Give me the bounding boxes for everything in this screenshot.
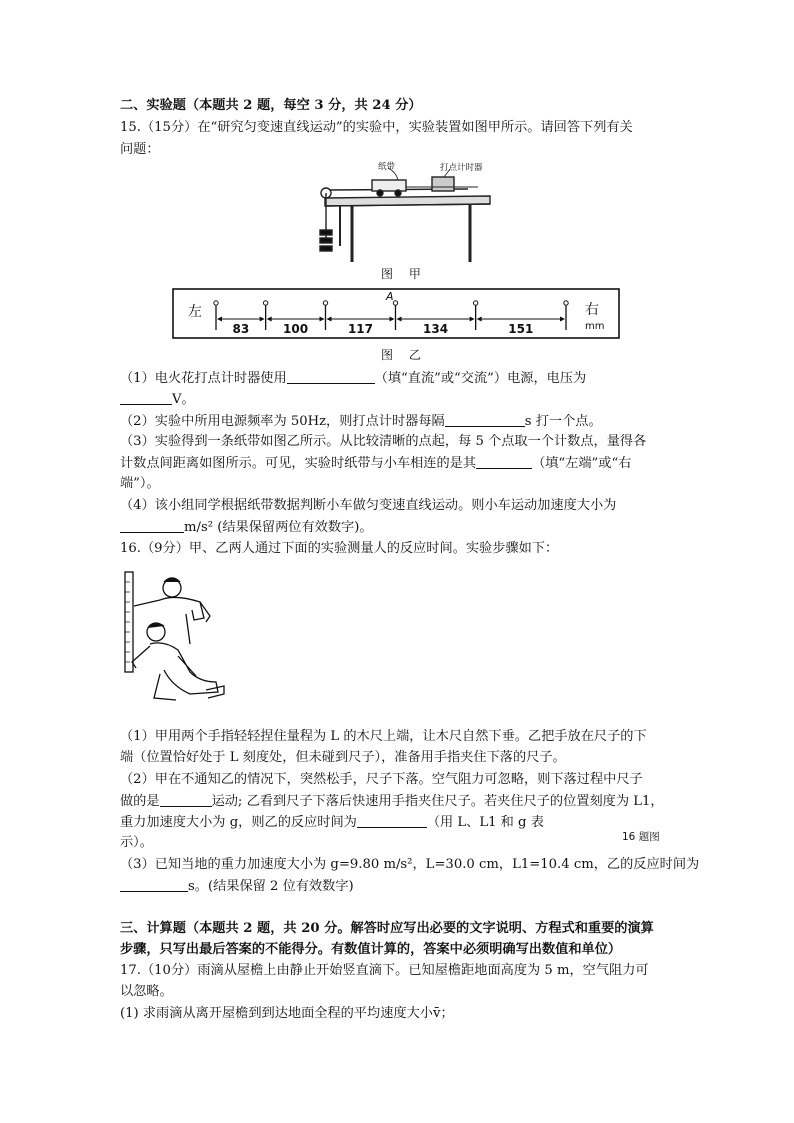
- q15-part1-line1: [120, 369, 586, 388]
- section-heading-experiment: 二、实验题（本题共 2 题，每空 3 分，共 24 分）: [120, 98, 422, 113]
- q15-stem-line1: 15.（15分）在“研究匀变速直线运动”的实验中，实验装置如图甲所示。请回答下列有关: [120, 120, 633, 135]
- q15-part3-text-b: （填“左端”或“右: [532, 456, 632, 471]
- q15-part3-line2: [120, 454, 631, 473]
- q15-part3-blank[interactable]: [476, 454, 532, 469]
- q15-part1-text-b: （填“直流”或“交流”）电源，电压为: [374, 371, 587, 386]
- q15-part4-text-b: m/s² (结果保留两位有效数字)。: [184, 520, 373, 535]
- q16-stem: 16.（9分）甲、乙两人通过下面的实验测量人的反应时间。实验步骤如下：: [120, 541, 559, 556]
- tape-unit-label: mm: [585, 321, 605, 332]
- figure-16-reaction-time: [120, 570, 226, 710]
- tape-right-label: 右: [585, 302, 599, 318]
- figure-b-tape: [172, 286, 622, 342]
- q15-part2-text-a: （2）实验中所用电源频率为 50Hz，则打点计时器每隔: [120, 414, 445, 429]
- q16-part3-blank[interactable]: [120, 877, 188, 892]
- q15-part3-line1: （3）实验得到一条纸带如图乙所示。从比较清晰的点起，每 5 个点取一个计数点，量得各: [120, 434, 647, 449]
- q16-part3-line1: （3）已知当地的重力加速度大小为 g=9.80 m/s²，L=30.0 cm，L1=10.4 cm，乙的反应时间为: [120, 857, 700, 872]
- q17-stem-line1: 17.（10分）雨滴从屋檐上由静止开始竖直滴下。已知屋檐距地面高度为 5 m，空气阻力可: [120, 963, 649, 978]
- figure-a-label-timer: 打点计时器: [440, 163, 483, 173]
- q16-part2-blank2[interactable]: [357, 813, 427, 828]
- q15-part4-line1: （4）该小组同学根据纸带数据判断小车做匀变速直线运动。则小车运动加速度大小为: [120, 498, 617, 513]
- section-heading-calculation-line1: 三、计算题（本题共 2 题，共 20 分。解答时应写出必要的文字说明、方程式和重要的演算: [120, 921, 654, 936]
- tape-segment-label-1: 100: [283, 322, 309, 336]
- tape-point-a-label: A: [386, 290, 394, 303]
- tape-dot-4: [473, 301, 477, 305]
- q16-part2-text-a: 做的是: [120, 794, 160, 809]
- tape-segment-label-2: 117: [347, 322, 374, 336]
- tape-left-label: 左: [188, 304, 202, 320]
- tape-dot-3: [393, 301, 397, 305]
- q16-part2-line2: [120, 792, 664, 811]
- q17-stem-line2: 以忽略。: [120, 984, 173, 999]
- q15-part1-blank1[interactable]: [287, 369, 375, 384]
- q16-part2-text-b: 运动; 乙看到尺子下落后快速用手指夹住尺子。若夹住尺子的位置刻度为 L1，: [211, 794, 664, 809]
- tape-segment-label-4: 151: [508, 322, 534, 336]
- q15-part2-text-b: s 打一个点。: [524, 414, 602, 429]
- tape-dot-0: [214, 301, 218, 305]
- q16-part2-text-d: （用 L、L1 和 g 表: [426, 815, 544, 830]
- q16-part1-line1: （1）甲用两个手指轻轻捏住量程为 L 的木尺上端，让木尺自然下垂。乙把手放在尺子的下: [120, 729, 647, 744]
- tape-segment-label-3: 134: [423, 322, 449, 336]
- q16-part3-line2: [120, 877, 354, 896]
- q16-part2-line4: 示）。: [120, 835, 153, 850]
- q15-part2: [120, 412, 602, 431]
- q16-part1-line2: 端（位置恰好处于 L 刻度处，但未碰到尺子），准备用手指夹住下落的尺子。: [120, 750, 566, 765]
- q15-part1-blank2[interactable]: [120, 390, 172, 405]
- q15-part4-blank[interactable]: [120, 518, 184, 533]
- q16-part3-text-b: s。(结果保留 2 位有效数字): [188, 879, 354, 894]
- tape-dot-2: [323, 301, 327, 305]
- tape-segment-label-0: 83: [232, 322, 250, 336]
- q16-part2-line3: [120, 813, 544, 832]
- q16-part2-blank1[interactable]: [160, 792, 212, 807]
- tape-dot-5: [564, 301, 568, 305]
- q15-part3-line3: 端”）。: [120, 476, 160, 491]
- figure-b-caption: 图 乙: [381, 348, 427, 362]
- section-heading-calculation-line2: 步骤，只写出最后答案的不能得分。有数值计算的，答案中必须明确写出数值和单位）: [120, 942, 622, 957]
- figure-a-label-tape: 纸带: [378, 162, 396, 172]
- q17-part1: (1) 求雨滴从离开屋檐到到达地面全程的平均速度大小v̄；: [120, 1006, 454, 1021]
- q15-part1-line2: [120, 390, 195, 409]
- q15-stem-line2: 问题：: [120, 142, 160, 157]
- q15-part3-text-a: 计数点间距离如图所示。可见，实验时纸带与小车相连的是其: [120, 456, 477, 471]
- figure-16-caption: 16 题图: [622, 831, 660, 843]
- q15-part1-text-a: （1）电火花打点计时器使用: [120, 371, 287, 386]
- q16-part2-text-c: 重力加速度大小为 g，则乙的反应时间为: [120, 815, 357, 830]
- q15-part2-blank[interactable]: [445, 412, 525, 427]
- figure-a-apparatus: [300, 160, 500, 265]
- tape-dot-1: [263, 301, 267, 305]
- q15-part4-line2: [120, 518, 373, 537]
- q16-part2-line1: （2）甲在不通知乙的情况下，突然松手，尺子下落。空气阻力可忽略，则下落过程中尺子: [120, 772, 643, 787]
- figure-a-caption: 图 甲: [381, 267, 427, 281]
- q15-part1-text-c: V。: [172, 392, 195, 407]
